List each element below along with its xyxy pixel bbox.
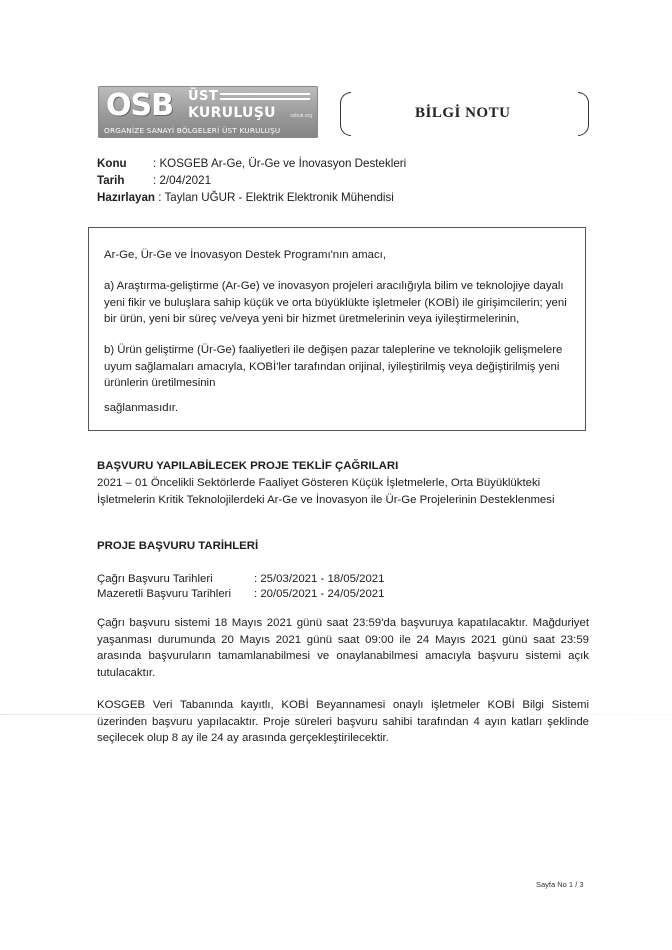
konu-value: : KOSGEB Ar-Ge, Ür-Ge ve İnovasyon Destekleri bbox=[153, 157, 407, 170]
call-dates-label: Çağrı Başvuru Tarihleri bbox=[97, 573, 213, 585]
tarih-value: : 2/04/2021 bbox=[153, 174, 212, 187]
excuse-dates-label: Mazeretli Başvuru Tarihleri bbox=[97, 588, 231, 600]
meta-block bbox=[97, 155, 406, 206]
osb-logo bbox=[98, 86, 318, 138]
purpose-item-b: b) Ürün geliştirme (Ür-Ge) faaliyetleri ile değişen pazar taleplerine ve teknolojik gelişmelere uyum sağlamaları amacıyla, KOBİ'ler tarafından orijinal, iyileştirilmiş veya değiştirilmiş yeni ürünlerin üretilmesinin bbox=[104, 344, 563, 389]
excuse-dates-row bbox=[97, 587, 384, 602]
left-bracket bbox=[340, 92, 351, 136]
dates-list bbox=[97, 572, 384, 602]
purpose-intro: Ar-Ge, Ür-Ge ve İnovasyon Destek Programı'nın amacı, bbox=[104, 249, 386, 261]
excuse-dates-value: : 20/05/2021 - 24/05/2021 bbox=[254, 588, 385, 600]
call-dates-row bbox=[97, 572, 384, 587]
logo-url: osbuk.org bbox=[290, 113, 312, 119]
logo-lines bbox=[220, 93, 310, 103]
calls-title: BAŞVURU YAPILABİLECEK PROJE TEKLİF ÇAĞRILARI bbox=[97, 460, 399, 472]
meta-tarih bbox=[97, 172, 406, 189]
logo-kurulusu: KURULUŞU bbox=[188, 105, 276, 121]
right-bracket bbox=[578, 92, 589, 136]
meta-hazirlayan bbox=[97, 189, 406, 206]
purpose-closing: sağlanmasıdır. bbox=[104, 402, 179, 414]
dates-paragraph-2: KOSGEB Veri Tabanında kayıtlı, KOBİ Beyannamesi onaylı işletmeler KOBİ Bilgi Sistemi üzerinden başvuru yapılacaktır. Proje süreleri başvuru sahibi tarafından 4 ayın katları şeklinde seçilecek olup 8 ay ile 24 ay arasında gerçekleştirilecektir. bbox=[97, 699, 589, 744]
logo-ust: ÜST bbox=[188, 89, 219, 104]
calls-text: 2021 – 01 Öncelikli Sektörlerde Faaliyet Gösteren Küçük İşletmelerle, Orta Büyüklükteki İşletmelerin Kritik Teknolojilerdeki Ar-Ge ve İnovasyon ile Ür-Ge Projelerinin Desteklenmesi bbox=[97, 477, 555, 506]
dates-title: PROJE BAŞVURU TARİHLERİ bbox=[97, 540, 259, 552]
document-title: BİLGİ NOTU bbox=[415, 105, 511, 121]
page-number: Sayfa No 1 / 3 bbox=[536, 880, 584, 889]
logo-brand: OSB bbox=[106, 88, 173, 123]
hazirlayan-value: : Taylan UĞUR - Elektrik Elektronik Mühendisi bbox=[158, 191, 394, 204]
logo-subtitle: ORGANİZE SANAYİ BÖLGELERİ ÜST KURULUŞU bbox=[104, 126, 281, 135]
konu-label: Konu bbox=[97, 157, 127, 170]
meta-konu bbox=[97, 155, 406, 172]
dates-paragraph-1: Çağrı başvuru sistemi 18 Mayıs 2021 günü saat 23:59'da başvuruya kapatılacaktır. Mağduriyet yaşanması durumunda 20 Mayıs 2021 günü saat 09:00 ile 24 Mayıs 2021 günü saat 23:59 arasında başvuruların tamamlanabilmesi ve onaylanabilmesi amacıyla başvuru sistemi açık tutulacaktır. bbox=[97, 617, 589, 679]
call-dates-value: : 25/03/2021 - 18/05/2021 bbox=[254, 573, 385, 585]
hazirlayan-label: Hazırlayan bbox=[97, 191, 155, 204]
purpose-item-a: a) Araştırma-geliştirme (Ar-Ge) ve inovasyon projeleri aracılığıyla bilim ve teknolojiye dayalı yeni fikir ve buluşlara sahip küçük ve orta büyüklükte işletmeler (KOBİ) ile girişimcilerin; yeni bir ürün, yeni bir süreç ve/veya yeni bir hizmet üretmelerinin veya iyileştirmelerinin, bbox=[104, 280, 567, 325]
purpose-box bbox=[88, 227, 586, 431]
tarih-label: Tarih bbox=[97, 174, 125, 187]
